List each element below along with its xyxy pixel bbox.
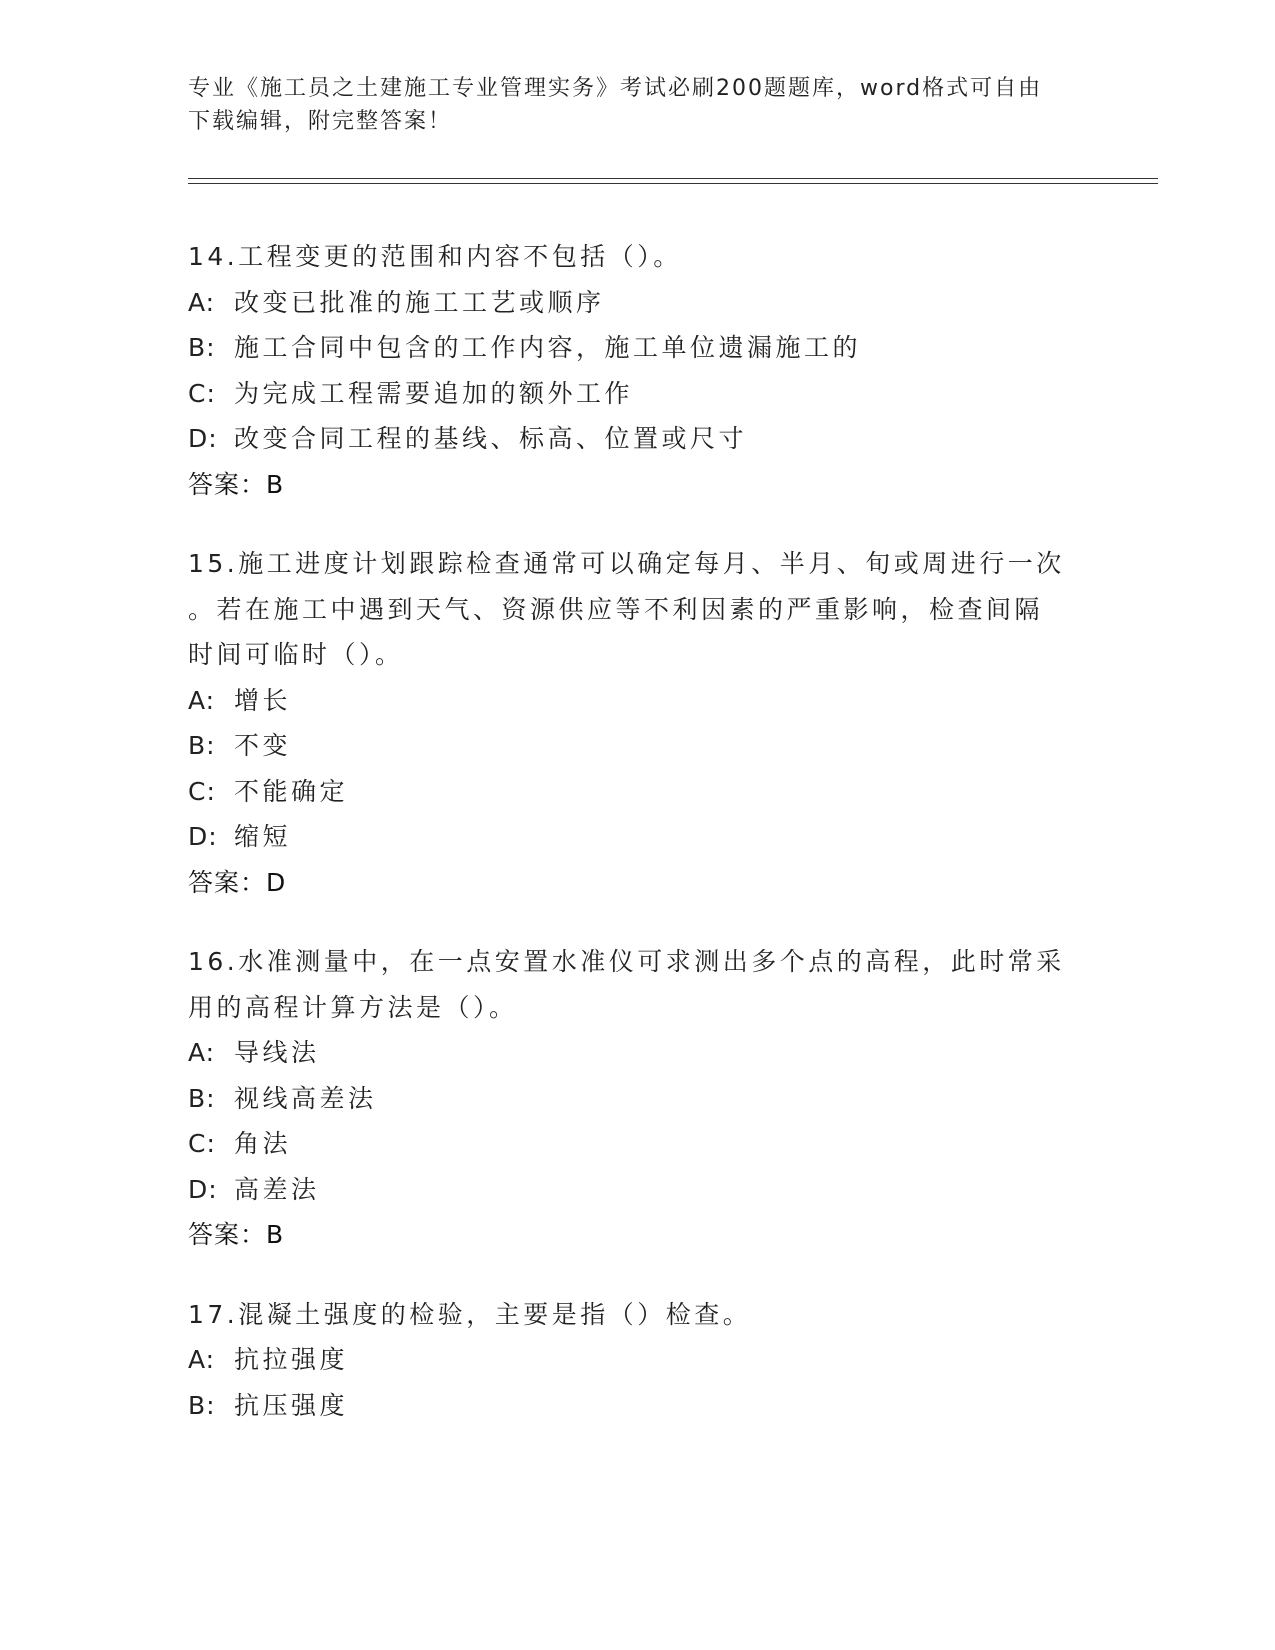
document-header: [188, 72, 1088, 138]
option-letter: C:: [188, 378, 216, 408]
option-text: 缩短: [234, 822, 292, 851]
header-divider-bottom: [188, 183, 1158, 184]
option-d: [188, 814, 1088, 860]
option-letter: D:: [188, 424, 218, 453]
question-15: [188, 541, 1088, 905]
question-stem: 14.工程变更的范围和内容不包括（）。: [188, 242, 682, 271]
option-c: [188, 1121, 1088, 1167]
option-letter: A:: [188, 287, 216, 317]
option-letter: D:: [188, 1174, 218, 1204]
option-letter: B:: [188, 1083, 216, 1113]
option-c: [188, 769, 1088, 815]
option-letter: A:: [188, 1038, 216, 1067]
option-b: [188, 1383, 1088, 1429]
option-text: 改变合同工程的基线、标高、位置或尺寸: [234, 424, 748, 453]
option-text: 施工合同中包含的工作内容，施工单位遗漏施工的: [234, 333, 862, 362]
option-letter: D:: [188, 822, 218, 851]
option-text: 视线高差法: [234, 1083, 377, 1113]
option-letter: C:: [188, 776, 216, 806]
option-letter: C:: [188, 1129, 216, 1158]
option-text: 增长: [234, 685, 292, 715]
header-divider-top: [188, 178, 1158, 179]
option-letter: B:: [188, 731, 216, 760]
option-b: [188, 325, 1088, 371]
option-letter: B:: [188, 333, 216, 362]
option-c: [188, 371, 1088, 417]
answer-line: 答案：D: [188, 867, 287, 897]
option-text: 导线法: [234, 1038, 320, 1067]
question-stem-line: 。若在施工中遇到天气、资源供应等不利因素的严重影响，检查间隔: [188, 594, 1044, 624]
question-14: [188, 234, 1088, 507]
option-text: 高差法: [234, 1174, 320, 1204]
option-text: 抗拉强度: [234, 1345, 349, 1374]
option-d: [188, 1167, 1088, 1213]
option-text: 为完成工程需要追加的额外工作: [234, 378, 634, 408]
question-stem: 17.混凝土强度的检验，主要是指（）检查。: [188, 1299, 752, 1329]
option-text: 不变: [234, 731, 292, 760]
option-letter: B:: [188, 1390, 216, 1420]
question-stem-line: 时间可临时（）。: [188, 640, 404, 669]
question-stem-line: 用的高程计算方法是（）。: [188, 992, 518, 1022]
header-line-2: 下载编辑，附完整答案！: [188, 109, 453, 134]
question-stem-line: 16.水准测量中，在一点安置水准仪可求测出多个点的高程，此时常采: [188, 947, 1065, 976]
answer-line: 答案：B: [188, 469, 285, 499]
option-text: 不能确定: [234, 776, 349, 806]
option-d: [188, 416, 1088, 462]
option-letter: A:: [188, 1345, 216, 1374]
option-letter: A:: [188, 685, 216, 715]
option-text: 抗压强度: [234, 1390, 349, 1420]
option-text: 改变已批准的施工工艺或顺序: [234, 287, 605, 317]
question-list: [188, 234, 1088, 1462]
answer-line: 答案：B: [188, 1220, 285, 1249]
option-a: [188, 678, 1088, 724]
question-16: [188, 939, 1088, 1258]
option-a: [188, 1337, 1088, 1383]
option-a: [188, 280, 1088, 326]
question-stem-line: 15.施工进度计划跟踪检查通常可以确定每月、半月、旬或周进行一次: [188, 549, 1065, 578]
option-a: [188, 1030, 1088, 1076]
header-line-1: 专业《施工员之土建施工专业管理实务》考试必刷200题题库，word格式可自由: [188, 76, 1043, 101]
option-b: [188, 723, 1088, 769]
question-17: [188, 1292, 1088, 1429]
option-text: 角法: [234, 1129, 292, 1158]
option-b: [188, 1076, 1088, 1122]
